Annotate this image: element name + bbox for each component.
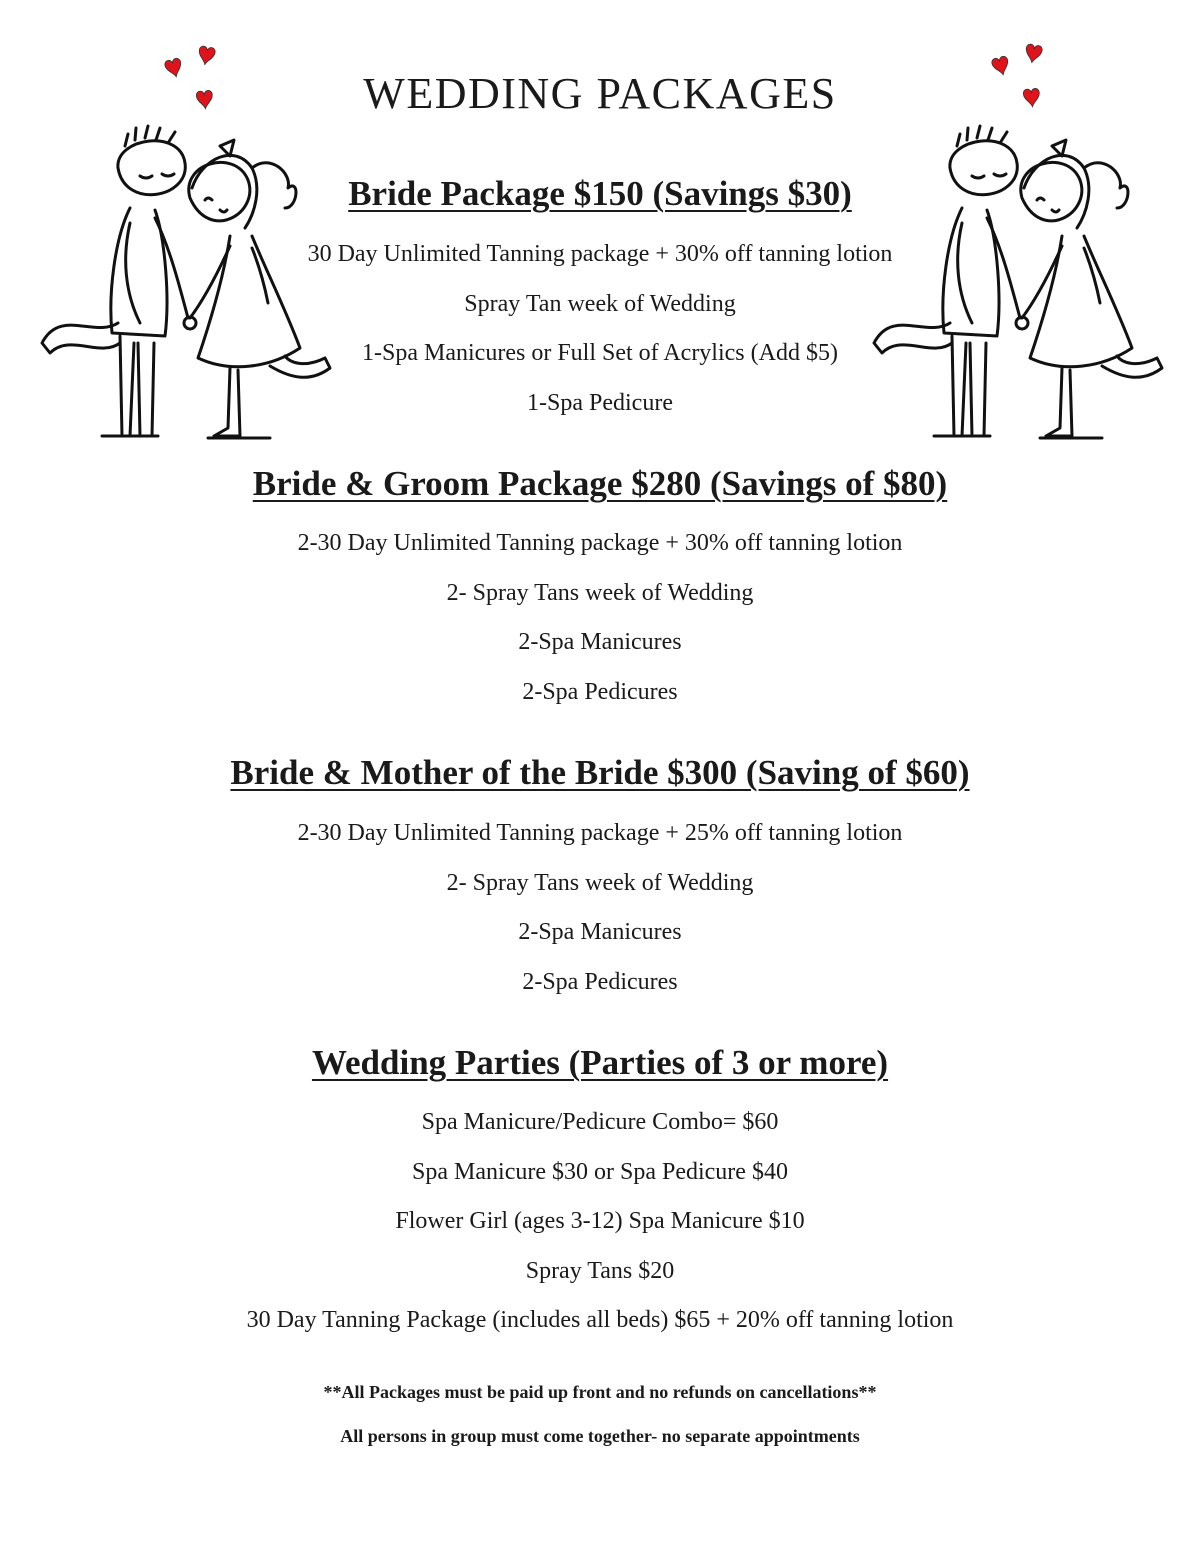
list-item: 2-30 Day Unlimited Tanning package + 25% off tanning lotion	[297, 820, 903, 846]
list-item: Spa Manicure/Pedicure Combo= $60	[421, 1109, 779, 1135]
bride-groom-package-title: Bride & Groom Package $280 (Savings of $80)	[252, 464, 948, 503]
list-item: 2-Spa Pedicures	[522, 968, 678, 995]
bride-package-items	[0, 238, 1200, 436]
page-title: WEDDING PACKAGES	[363, 69, 837, 118]
list-item: Spray Tan week of Wedding	[464, 290, 736, 317]
bride-mother-package-title: Bride & Mother of the Bride $300 (Saving of $60)	[230, 753, 970, 792]
list-item: 1-Spa Pedicure	[527, 389, 673, 416]
list-item: Spa Manicure $30 or Spa Pedicure $40	[412, 1158, 788, 1185]
payment-note: **All Packages must be paid up front and no refunds on cancellations**	[323, 1382, 877, 1402]
list-item: Flower Girl (ages 3-12) Spa Manicure $10	[395, 1208, 805, 1234]
list-item: 1-Spa Manicures or Full Set of Acrylics (Add $5)	[362, 340, 838, 366]
list-item: 2-Spa Manicures	[518, 919, 682, 945]
heart-icon	[197, 46, 216, 67]
wedding-parties-items	[0, 1106, 1200, 1354]
list-item: 2-Spa Pedicures	[522, 678, 678, 705]
list-item: 30 Day Tanning Package (includes all beds) $65 + 20% off tanning lotion	[246, 1307, 954, 1333]
list-item: 2-Spa Manicures	[518, 629, 682, 655]
bride-mother-package-items	[0, 817, 1200, 1015]
list-item: Spray Tans $20	[525, 1257, 675, 1284]
bride-groom-package-items	[0, 527, 1200, 725]
list-item: 2- Spray Tans week of Wedding	[446, 869, 754, 896]
wedding-parties-title: Wedding Parties (Parties of 3 or more)	[311, 1043, 889, 1082]
heart-icon	[1024, 44, 1043, 65]
list-item: 2-30 Day Unlimited Tanning package + 30% off tanning lotion	[297, 530, 903, 556]
list-item: 30 Day Unlimited Tanning package + 30% off tanning lotion	[307, 241, 893, 267]
group-note: All persons in group must come together- no separate appointments	[340, 1426, 860, 1446]
list-item: 2- Spray Tans week of Wedding	[446, 579, 754, 606]
bride-package-title: Bride Package $150 (Savings $30)	[348, 174, 852, 213]
